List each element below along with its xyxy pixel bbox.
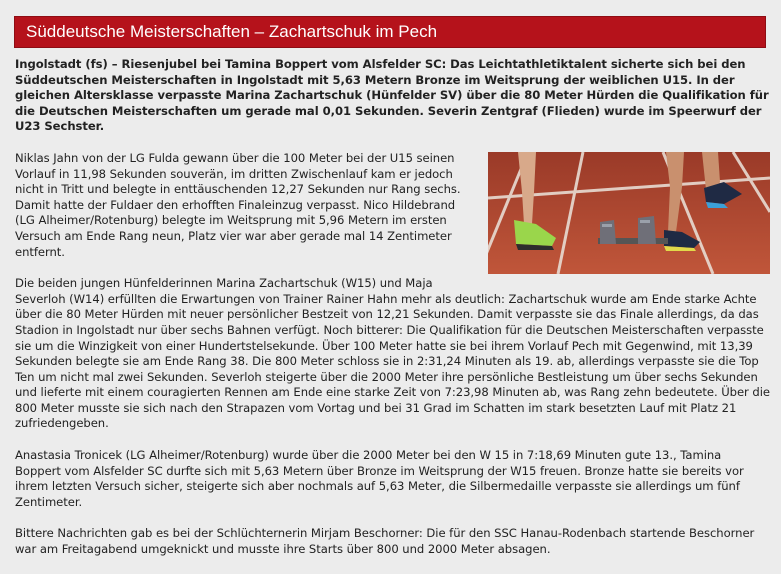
sprinters-at-starting-blocks-photo <box>488 152 770 274</box>
track-photo-svg <box>488 152 770 274</box>
article-paragraph: Bittere Nachrichten gab es bei der Schlüchternerin Mirjam Beschorner: Die für den SSC Hanau-Rodenbach startende Beschorner war am Freitagabend umgeknickt und musste ihre Starts über 800 und 2000 Meter absagen. <box>15 526 755 557</box>
article-paragraph: Die beiden jungen Hünfelderinnen Marina Zachartschuk (W15) und Maja Severloh (W14) erfüllten die Erwartungen von Trainer Rainer Hahn mehr als deutlich: Zachartschuk wurde am Ende starke Achte über die 80 Meter Hürden mit neuer persönlicher Bestzeit von 12,21 Sekunden. Damit verpasste sie das Finale allerdings, da das Stadion in Ingolstadt nur über sechs Bahnen verfügt. Noch bitterer: Die Qualifikation für die Deutschen Meisterschaften verpasste sie um die Winzigkeit von einer Hundertstelsekunde. Über 100 Meter hatte sie bei ihrem Vorlauf Pech mit Gegenwind, mit 13,39 Sekunden belegte sie am Ende Rang 38. Die 800 Meter schloss sie in 2:31,24 Minuten als 19. ab, allerdings verpasste sie die Top Ten um nicht mal zwei Sekunden. Severloh steigerte über die 2000 Meter ihre persönliche Bestleistung um über sechs Sekunden und lieferte mit einem couragierten Rennen am Ende eine starke Zeit von 7:23,98 Minuten ab, was Rang zehn bedeutete. Über die 800 Meter musste sie sich nach den Strapazen vom Vortag und bei 31 Grad im Schatten im stark besetzten Lauf mit Platz 21 zufriedengeben. <box>15 276 770 431</box>
article-lead: Ingolstadt (fs) – Riesenjubel bei Tamina Boppert vom Alsfelder SC: Das Leichtathletiktalent sicherte sich bei den Süddeutschen Meisterschaften in Ingolstadt mit 5,63 Metern Bronze im Weitsprung der weiblichen U15. In der gleichen Altersklasse verpasste Marina Zachartschuk (Hünfelder SV) über die 80 Meter Hürden die Qualifikation für die Deutschen Meisterschaften um gerade mal 0,01 Sekunden. Severin Zentgraf (Flieden) wurde im Speerwurf der U23 Sechster. <box>15 57 769 134</box>
article-body <box>15 57 770 574</box>
headline-bar <box>14 16 766 48</box>
article-title: Süddeutsche Meisterschaften – Zachartschuk im Pech <box>26 22 438 41</box>
article-paragraph: Niklas Jahn von der LG Fulda gewann über die 100 Meter bei der U15 seinen Vorlauf in 11,98 Sekunden souverän, im dritten Zwischenlauf kam er jedoch nicht in Tritt und belegte in enttäuschenden 12,27 Sekunden nur Rang sechs. Damit hatte der Fuldaer den erhofften Finaleinzug verpasst. Nico Hildebrand (LG Alheimer/Rotenburg) belegte im Weitsprung mit 5,96 Metern im ersten Versuch am Ende Rang neun, Platz vier war aber gerade mal 14 Zentimeter entfernt. <box>15 150 461 259</box>
article-paragraph: Anastasia Tronicek (LG Alheimer/Rotenburg) wurde über die 2000 Meter bei den W 15 in 7:18,69 Minuten gute 13., Tamina Boppert vom Alsfelder SC durfte sich mit 5,63 Metern über Bronze im Weitsprung der W15 freuen. Bronze hatte sie bereits vor ihrem letzten Versuch sicher, steigerte sich aber nochmals auf 5,63 Meter, die Silbermedaille verpasste sie allerdings um fünf Zentimeter. <box>15 448 744 509</box>
